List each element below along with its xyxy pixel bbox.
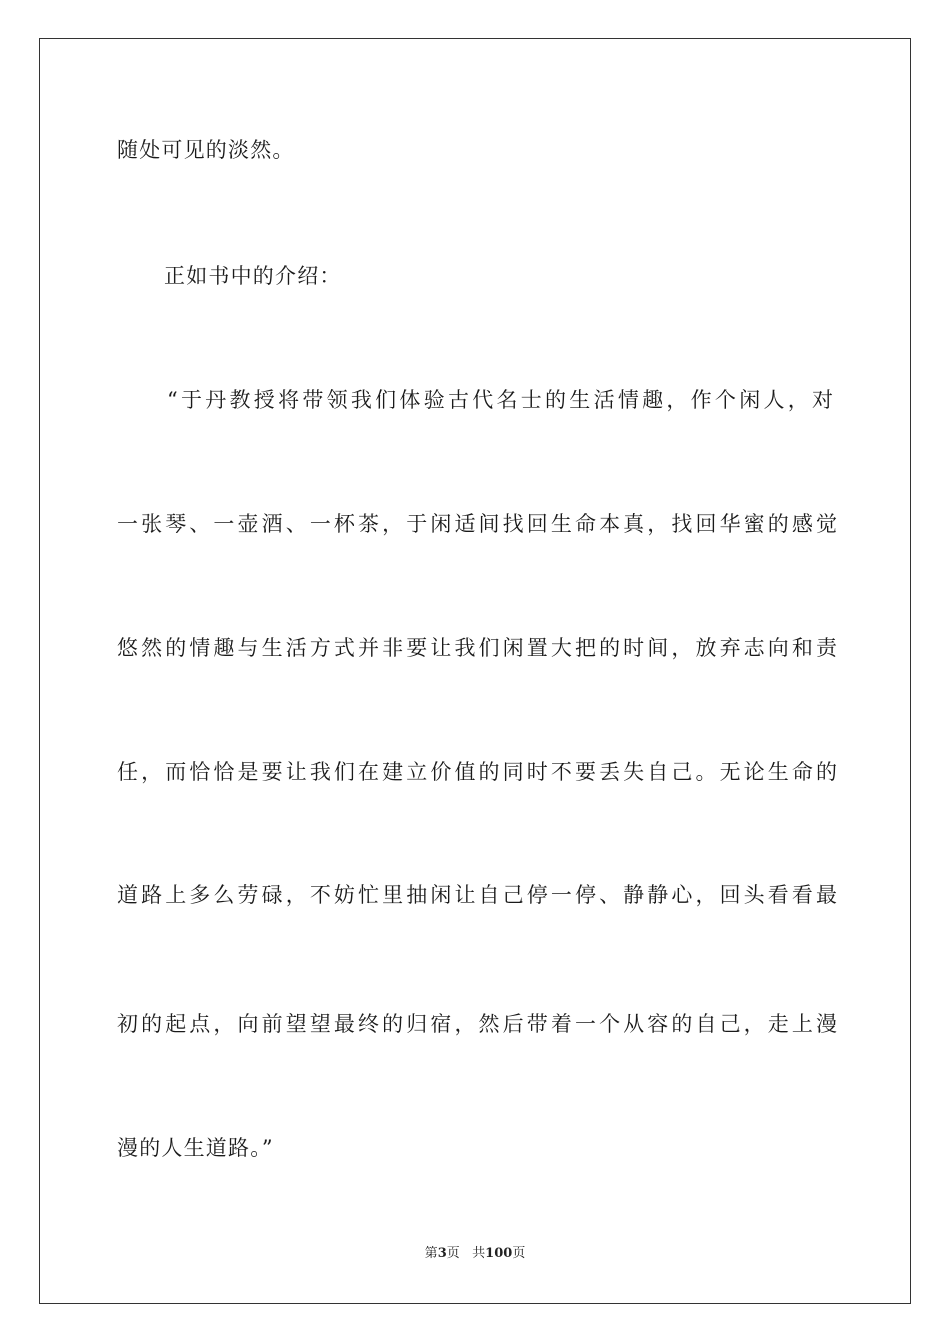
paragraph-line-2: 正如书中的介绍： (164, 264, 342, 288)
quote-line-6: 初的起点，向前望望最终的归宿，然后带着一个从容的自己，走上漫 (117, 1012, 837, 1036)
page-border (39, 38, 911, 1304)
quote-line-2: 一张琴、一壶酒、一杯茶，于闲适间找回生命本真，找回华蜜的感觉 (117, 512, 837, 536)
quote-line-1 (167, 386, 833, 414)
paragraph-line-1: 随处可见的淡然。 (117, 138, 295, 162)
total-prefix: 共 (472, 1246, 486, 1261)
page-number: 3 (437, 1246, 447, 1261)
total-suffix: 页 (512, 1246, 526, 1261)
page-prefix: 第 (424, 1246, 438, 1261)
total-pages: 100 (485, 1246, 513, 1261)
quote-line-3: 悠然的情趣与生活方式并非要让我们闲置大把的时间，放弃志向和责 (117, 636, 837, 660)
quote-line-5: 道路上多么劳碌，不妨忙里抽闲让自己停一停、静静心，回头看看最 (117, 883, 837, 907)
quote-line-4: 任，而恰恰是要让我们在建立价值的同时不要丢失自己。无论生命的 (117, 760, 837, 784)
page-suffix: 页 (446, 1246, 460, 1261)
quote-line-7: 漫的人生道路。” (117, 1136, 274, 1160)
quote-line-1-text: “于丹教授将带领我们体验古代名士的生活情趣，作个闲人，对 (167, 388, 833, 412)
page-footer (0, 1245, 950, 1263)
